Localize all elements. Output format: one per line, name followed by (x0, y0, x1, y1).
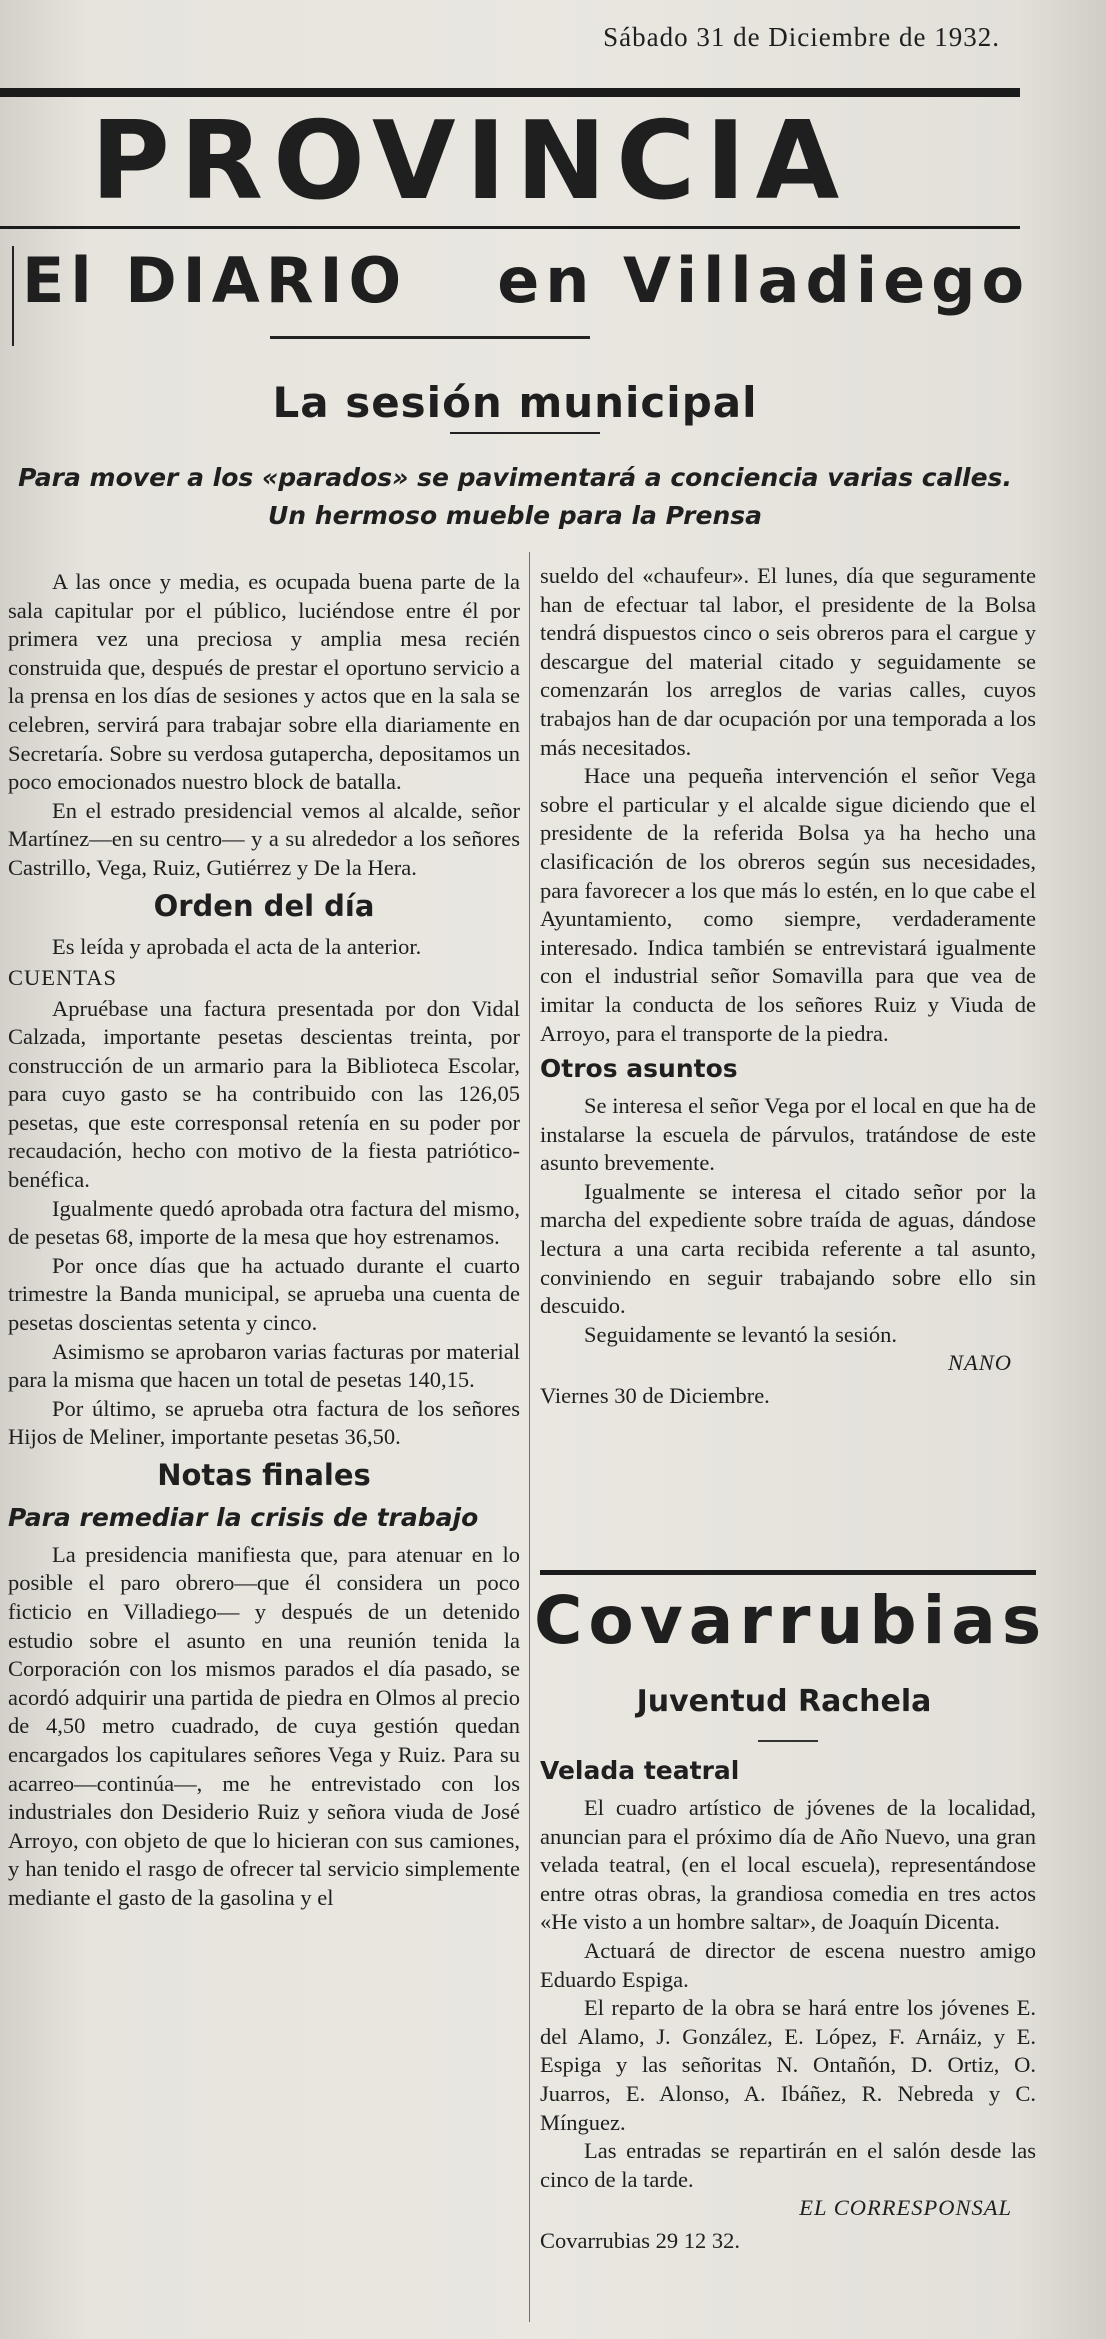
intro-paragraph-1: A las once y media, es ocupada buena parte de la sala capitular por el público, luciéndose entre él por primera vez una preciosa y amplia mesa recién construida que, después de prestar el oportuno servicio a la prensa en los días de sesiones y actos que en la sala se celebren, servirá para trabajar sobre ella diariamente en Secretaría. Sobre su verdosa gutapercha, depositamos un poco emocionados nuestro block de batalla. (8, 569, 520, 795)
headline-rule (450, 432, 600, 434)
covarrubias-paragraph-2: Actuará de director de escena nuestro amigo Eduardo Espiga. (540, 1937, 1036, 1992)
velada-teatral-heading: Velada teatral (540, 1756, 740, 1785)
masthead-bottom-rule (0, 226, 1020, 229)
issue-date: Sábado 31 de Diciembre de 1932. (603, 22, 1000, 52)
notas-finales-heading: Notas finales (157, 1458, 371, 1493)
otros-paragraph-2: Igualmente se interesa el citado señor por la marcha del expediente sobre traída de aguas, dándose lectura a una carta recibida referente a tal asunto, conviniendo en seguir trabajando sobre ello sin descuido. (540, 1178, 1036, 1319)
intro-paragraph-2: En el estrado presidencial vemos al alcalde, señor Martínez—en su centro— y a su alrededor a los señores Castrillo, Vega, Ruiz, Gutiérrez y De la Hera. (8, 797, 520, 880)
article-subhead-1: Para mover a los «parados» se pavimentará a conciencia varias calles. (18, 463, 1012, 492)
section-title-place: en Villadiego (497, 244, 1031, 317)
covarrubias-paragraph-1: El cuadro artístico de jóvenes de la localidad, anuncian para el próximo día de Año Nuevo, una gran velada teatral, (en el local escuela), representándose entre otras obras, la grandiosa comedia en tres actos «He visto a un hombre saltar», de Joaquín Dicenta. (540, 1795, 1036, 1935)
covarrubias-paragraph-4: Las entradas se repartirán en el salón desde las cinco de la tarde. (540, 2138, 1036, 2192)
column-divider (529, 552, 530, 2322)
orden-del-dia-heading: Orden del día (153, 888, 375, 923)
otros-asuntos-heading: Otros asuntos (540, 1054, 738, 1084)
covarrubias-short-rule (758, 1740, 818, 1742)
otros-paragraph-1: Se interesa el señor Vega por el local en que ha de instalarse la escuela de párvulos, tratándose de este asunto brevemente. (540, 1093, 1036, 1176)
continuation-paragraph: sueldo del «chaufeur». El lunes, día que seguramente han de efectuar tal labor, el presidente de la Bolsa tendrá dispuestos cinco o seis obreros para el cargue y descargue del material citado y seguidamente se comenzarán los arreglos de varias calles, cuyos trabajos han de dar ocupación por una temporada a los más necesitados. (540, 563, 1036, 760)
orden-paragraph-1: Es leída y aprobada el acta de la anterior. (52, 934, 422, 960)
left-column (8, 568, 520, 1913)
cuentas-paragraph-1: Apruébase una factura presentada por don Vidal Calzada, importante pesetas descientas treinta, por construcción de un armario para la Biblioteca Escolar, para cuyo gasto se ha contribuido con las 126,05 pesetas, que este corresponsal retenía en su poder por recaudación, hecho con motivo de la fiesta patriótico-benéfica. (8, 995, 520, 1193)
right-paragraph-2: Hace una pequeña intervención el señor Vega sobre el particular y el alcalde sigue diciendo que el presidente de la referida Bolsa ya ha hecho una clasificación de los obreros según sus necesidades, para favorecer a los que más lo estén, en lo que cabe el Ayuntamiento, como siempre, verdaderamente interesado. Indica también se entrevistará igualmente con el industrial señor Somavilla para que vea de imitar la conducta de los señores Ruiz y Viuda de Arroyo, para el transporte de la piedra. (540, 763, 1036, 1046)
masthead-top-rule (0, 88, 1020, 97)
right-column (540, 562, 1036, 1411)
covarrubias-paragraph-3: El reparto de la obra se hará entre los jóvenes E. del Alamo, J. González, E. López, F. Arnáiz, y E. Espiga y las señoritas N. Ontañón, D. Ortiz, O. Juarros, E. Alonso, A. Ibáñez, R. Nebreda y C. Mínguez. (540, 1995, 1036, 2135)
otros-paragraph-3: Seguidamente se levantó la sesión. (584, 1321, 898, 1347)
article-dateline: Viernes 30 de Diciembre. (540, 1383, 770, 1409)
covarrubias-top-rule (540, 1570, 1036, 1575)
covarrubias-dateline: Covarrubias 29 12 32. (540, 2227, 740, 2253)
covarrubias-signature: EL CORRESPONSAL (799, 2195, 1012, 2221)
notas-subheading: Para remediar la crisis de trabajo (8, 1502, 479, 1532)
cuentas-paragraph-3: Por once días que ha actuado durante el cuarto trimestre la Banda municipal, se aprueba una cuenta de pesetas doscientas setenta y cinco. (8, 1252, 520, 1336)
article-subhead-2: Un hermoso mueble para la Prensa (268, 501, 762, 530)
cuentas-paragraph-5: Por último, se aprueba otra factura de los señores Hijos de Meliner, importante pesetas 36,50. (8, 1395, 520, 1450)
cuentas-paragraph-2: Igualmente quedó aprobada otra factura del mismo, de pesetas 68, importe de la mesa que hoy estrenamos. (8, 1195, 520, 1250)
covarrubias-subtitle: Juventud Rachela (636, 1684, 932, 1719)
cuentas-paragraph-4: Asimismo se aprobaron varias facturas por material para la misma que hacen un total de pesetas 140,15. (8, 1338, 520, 1393)
section-title-diario: El DIARIO (22, 244, 408, 317)
cuentas-label: CUENTAS (8, 964, 117, 990)
masthead: PROVINCIA (90, 99, 850, 224)
article-headline: La sesión municipal (272, 378, 758, 427)
article-signature: NANO (947, 1350, 1012, 1376)
section-title-underline (270, 336, 590, 339)
covarrubias-column (540, 1738, 1036, 2256)
notas-paragraph-1: La presidencia manifiesta que, para atenuar en lo posible el paro obrero—que él considera un poco ficticio en Villadiego— y después de un detenido estudio sobre el asunto en una reunión tenida la Corporación con los mismos parados el día pasado, se acordó adquirir una partida de piedra en Olmos al precio de 4,50 metro cuadrado, de cuya gestión quedan encargados los capitulares señores Vega y Ruiz. Para su acarreo—continúa—, me he entrevistado con los industriales don Desiderio Ruiz y señora viuda de José Arroyo, con objeto de que lo hicieran con sus camiones, y han tenido el rasgo de ofrecer tal servicio simplemente mediante el gasto de la gasolina y el (8, 1541, 520, 1910)
section-title (10, 244, 1031, 317)
covarrubias-title: Covarrubias (534, 1582, 1048, 1659)
